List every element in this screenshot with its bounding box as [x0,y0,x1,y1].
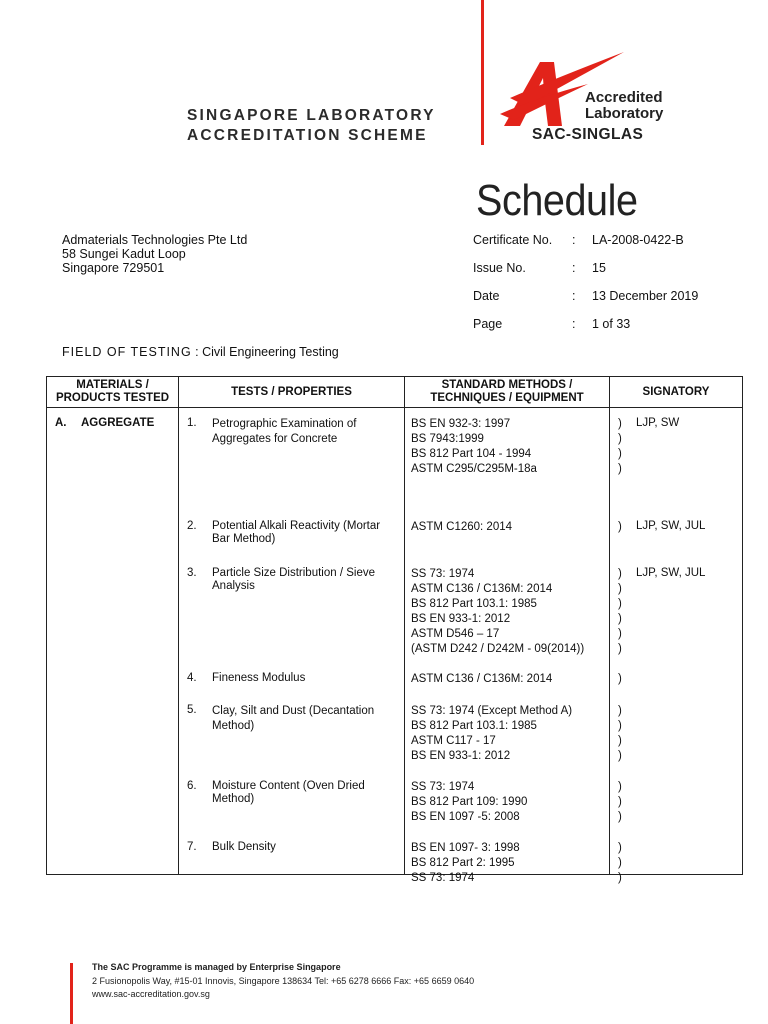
standard-method: ASTM C117 - 17 [411,735,496,747]
test-name: Fineness Modulus [212,672,306,684]
bracket-mark: ) [618,643,622,655]
standard-method: BS 812 Part 103.1: 1985 [411,598,537,610]
test-number: 4. [187,672,197,684]
red-divider-footer [70,963,73,1024]
field-of-testing [62,345,339,359]
bracket-mark: ) [618,842,622,854]
test-name: Petrographic Examination of Aggregates for Concrete [212,418,357,445]
signatory-cell [610,408,743,884]
signatory-initials: LJP, SW, JUL [636,520,706,532]
scheme-title-line2: ACCREDITATION SCHEME [187,127,428,144]
logo-laboratory-text: Laboratory [585,105,664,122]
bracket-mark: ) [618,433,622,445]
bracket-mark: ) [618,613,622,625]
bracket-mark: ) [618,521,622,533]
test-name: Moisture Content (Oven Dried Method) [212,780,365,805]
red-divider-top [481,0,484,145]
bracket-mark: ) [618,735,622,747]
standard-method: BS EN 933-1: 2012 [411,613,511,625]
standard-method: BS EN 933-1: 2012 [411,750,511,762]
signatory-initials: LJP, SW [636,417,680,429]
meta-colon: : [572,261,576,275]
standard-method: ASTM C136 / C136M: 2014 [411,583,553,595]
address-line-3: Singapore 729501 [62,261,165,275]
test-number: 5. [187,704,197,716]
material-aggregate [55,417,154,429]
meta-label-page: Page [473,317,503,331]
test-number: 1. [187,417,197,429]
bracket-mark: ) [618,598,622,610]
bracket-mark: ) [618,781,622,793]
address-line-2: 58 Sungei Kadut Loop [62,247,186,261]
meta-value-issue: 15 [592,261,606,275]
bracket-mark: ) [618,463,622,475]
bracket-mark: ) [618,857,622,869]
standard-method: ASTM C136 / C136M: 2014 [411,673,553,685]
meta-colon: : [572,317,576,331]
test-number: 6. [187,780,197,792]
standard-method: BS EN 1097- 3: 1998 [411,842,520,854]
bracket-mark: ) [618,583,622,595]
header-tests: TESTS / PROPERTIES [179,377,405,408]
bracket-mark: ) [618,628,622,640]
scheme-title-line1: SINGAPORE LABORATORY [187,107,436,124]
tests-cell [179,408,405,875]
footer-address: 2 Fusionopolis Way, #15-01 Innovis, Singapore 138634 Tel: +65 6278 6666 Fax: +65 6659 0640 [92,976,475,986]
methods-cell [405,408,610,884]
standard-method: BS EN 932-3: 1997 [411,418,511,430]
table-row [47,408,743,875]
test-name: Bulk Density [212,841,276,853]
bracket-mark: ) [618,811,622,823]
signatory-initials: LJP, SW, JUL [636,567,706,579]
meta-value-page: 1 of 33 [592,317,631,331]
standard-method: BS 812 Part 109: 1990 [411,796,528,808]
meta-value-date: 13 December 2019 [592,289,699,303]
bracket-mark: ) [618,448,622,460]
meta-label-certificate: Certificate No. [473,233,553,247]
standard-method: ASTM D546 – 17 [411,628,500,640]
material-name: AGGREGATE [81,417,155,429]
logo-accredited-text: Accredited [585,89,663,106]
standard-method: SS 73: 1974 [411,568,475,580]
footer-website: www.sac-accreditation.gov.sg [92,989,210,999]
standard-method: SS 73: 1974 (Except Method A) [411,705,573,717]
meta-colon: : [572,289,576,303]
bracket-mark: ) [618,720,622,732]
test-name: Potential Alkali Reactivity (Mortar Bar Method) [212,520,381,545]
table-header-row [47,377,743,408]
test-number: 2. [187,520,197,532]
meta-value-certificate: LA-2008-0422-B [592,233,684,247]
meta-label-issue: Issue No. [473,261,526,275]
material-letter: A. [55,417,67,429]
page-title: Schedule [476,176,638,225]
meta-label-date: Date [473,289,500,303]
bracket-mark: ) [618,796,622,808]
materials-cell [47,408,179,875]
field-of-testing-label: FIELD OF TESTING [62,345,192,359]
header-signatory: SIGNATORY [610,377,743,408]
standard-method: BS 812 Part 103.1: 1985 [411,720,537,732]
bracket-mark: ) [618,705,622,717]
test-name: Clay, Silt and Dust (Decantation Method) [212,705,375,732]
meta-colon: : [572,233,576,247]
test-name: Particle Size Distribution / Sieve Analysis [212,567,375,592]
standard-method: ASTM C295/C295M-18a [411,463,537,475]
standard-method: BS 812 Part 2: 1995 [411,857,515,869]
field-of-testing-value: : Civil Engineering Testing [195,345,339,359]
address-line-1: Admaterials Technologies Pte Ltd [62,233,248,247]
standard-method: BS EN 1097 -5: 2008 [411,811,520,823]
bracket-mark: ) [618,750,622,762]
logo-sac-singlas-text: SAC-SINGLAS [532,126,644,143]
test-number: 3. [187,567,197,579]
bracket-mark: ) [618,418,622,430]
header-methods: STANDARD METHODS / TECHNIQUES / EQUIPMENT [405,377,610,408]
standard-method: SS 73: 1974 [411,872,475,884]
standard-method: BS 7943:1999 [411,433,484,445]
header-materials: MATERIALS / PRODUCTS TESTED [47,377,179,408]
bracket-mark: ) [618,568,622,580]
bracket-mark: ) [618,872,622,884]
bracket-mark: ) [618,673,622,685]
test-number: 7. [187,841,197,853]
standard-method: BS 812 Part 104 - 1994 [411,448,532,460]
standard-method: (ASTM D242 / D242M - 09(2014)) [411,643,585,655]
standard-method: ASTM C1260: 2014 [411,521,513,533]
schedule-table [46,376,743,884]
standard-method: SS 73: 1974 [411,781,475,793]
footer-managed-by: The SAC Programme is managed by Enterprise Singapore [92,962,341,972]
